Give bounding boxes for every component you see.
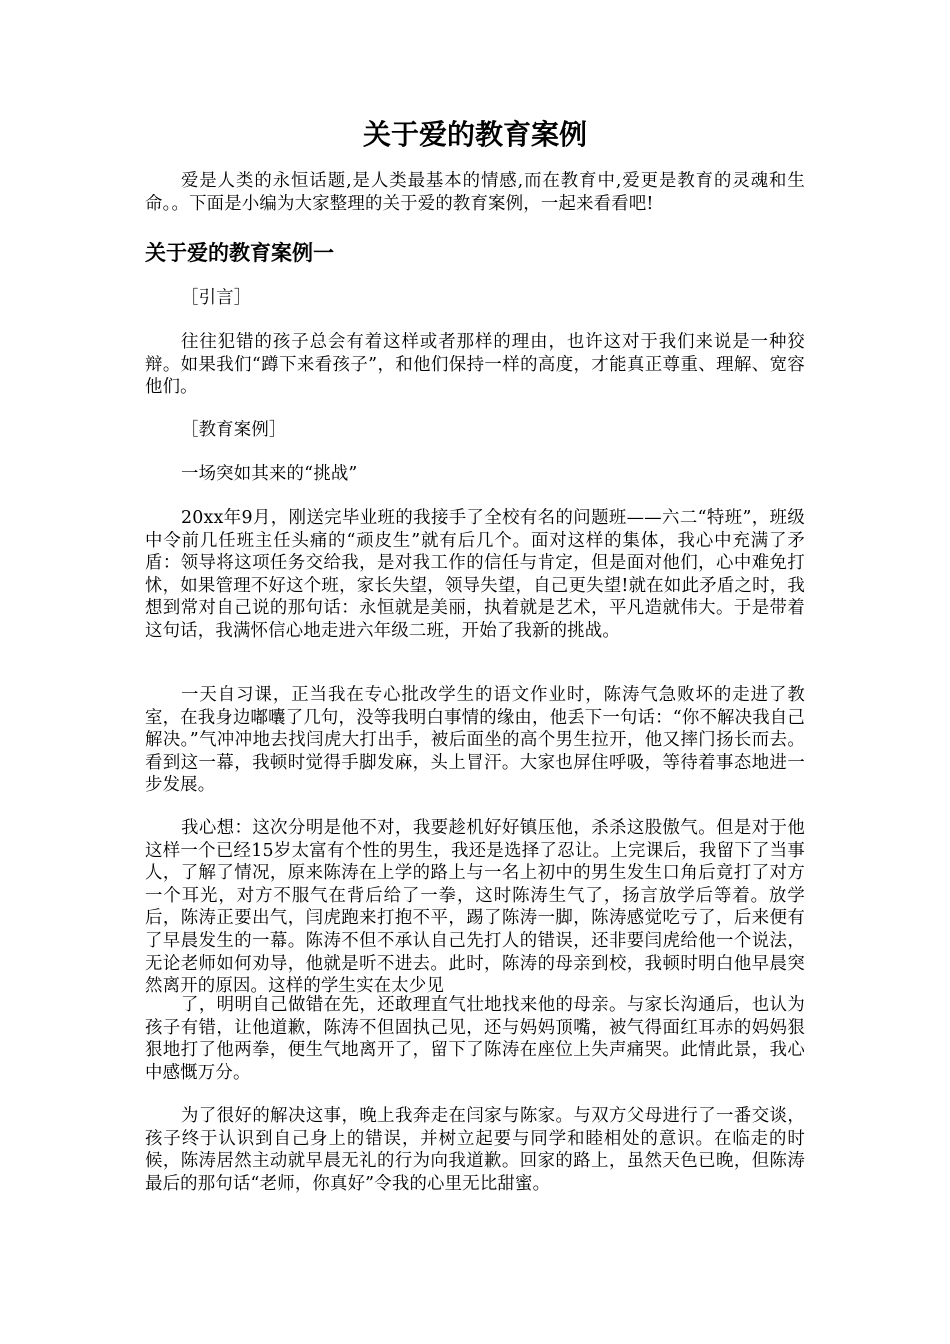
document-title: 关于爱的教育案例 <box>362 118 587 151</box>
paragraph-body-2: 一天自习课，正当我在专心批改学生的语文作业时，陈涛气急败坏的走进了教室，在我身边嘟囔了几句，没等我明白事情的缘由，他丢下一句话：“你不解决我自己解决。”气冲冲地去找闫虎大打出手，被后面坐的高个男生拉开，他又摔门扬长而去。看到这一幕，我顿时觉得手脚发麻，头上冒汗。大家也屏住呼吸，等待着事态地进一步发展。 <box>145 685 805 796</box>
paragraph-body-1: 20xx年9月，刚送完毕业班的我接手了全校有名的问题班——六二“特班”，班级中令前几任班主任头痛的“顽皮生”就有后几个。面对这样的集体，我心中充满了矛盾：领导将这项任务交给我，是对我工作的信任与肯定，但是面对他们，心中难免打怵，如果管理不好这个班，家长失望，领导失望，自己更失望!就在如此矛盾之时，我想到常对自己说的那句话：永恒就是美丽，执着就是艺术，平凡造就伟大。于是带着这句话，我满怀信心地走进六年级二班，开始了我新的挑战。 <box>145 508 805 641</box>
intro-paragraph: 爱是人类的永恒话题,是人类最基本的情感,而在教育中,爱更是教育的灵魂和生命。。下面是小编为大家整理的关于爱的教育案例，一起来看看吧! <box>145 171 805 214</box>
bracket-label-intro: ［引言］ <box>181 288 252 308</box>
paragraph-body-3: 我心想：这次分明是他不对，我要趁机好好镇压他，杀杀这股傲气。但是对于他这样一个已经15岁太富有个性的男生，我还是选择了忍让。上完课后，我留下了当事人，了解了情况，原来陈涛在上学的路上与一名上初中的男生发生口角后竟打了对方一个耳光，对方不服气在背后给了一拳，这时陈涛生气了，扬言放学后等着。放学后，陈涛正要出气，闫虎跑来打抱不平，踢了陈涛一脚，陈涛感觉吃亏了，后来便有了早晨发生的一幕。陈涛不但不承认自己先打人的错误，还非要闫虎给他一个说法，无论老师如何劝导，他就是听不进去。此时，陈涛的母亲到校，我顿时明白他早晨突然离开的原因。这样的学生实在太少见 <box>145 818 805 997</box>
paragraph-intro-text: 往往犯错的孩子总会有着这样或者那样的理由，也许这对于我们来说是一种狡辩。如果我们“蹲下来看孩子”，和他们保持一样的高度，才能真正尊重、理解、宽容他们。 <box>145 332 805 398</box>
bracket-label-case: ［教育案例］ <box>181 420 287 440</box>
case-subtitle: 一场突如其来的“挑战” <box>181 464 358 484</box>
paragraph-body-4: 了，明明自己做错在先，还敢理直气壮地找来他的母亲。与家长沟通后，也认为孩子有错，让他道歉，陈涛不但固执己见，还与妈妈顶嘴，被气得面红耳赤的妈妈狠狠地打了他两拳，便生气地离开了，留下了陈涛在座位上失声痛哭。此情此景，我心中感慨万分。 <box>145 995 805 1083</box>
paragraph-body-5: 为了很好的解决这事，晚上我奔走在闫家与陈家。与双方父母进行了一番交谈，孩子终于认识到自己身上的错误，并树立起要与同学和睦相处的意识。在临走的时候，陈涛居然主动就早晨无礼的行为向我道歉。回家的路上，虽然天色已晚，但陈涛最后的那句话“老师，你真好”令我的心里无比甜蜜。 <box>145 1106 805 1194</box>
section-heading: 关于爱的教育案例一 <box>145 241 334 265</box>
